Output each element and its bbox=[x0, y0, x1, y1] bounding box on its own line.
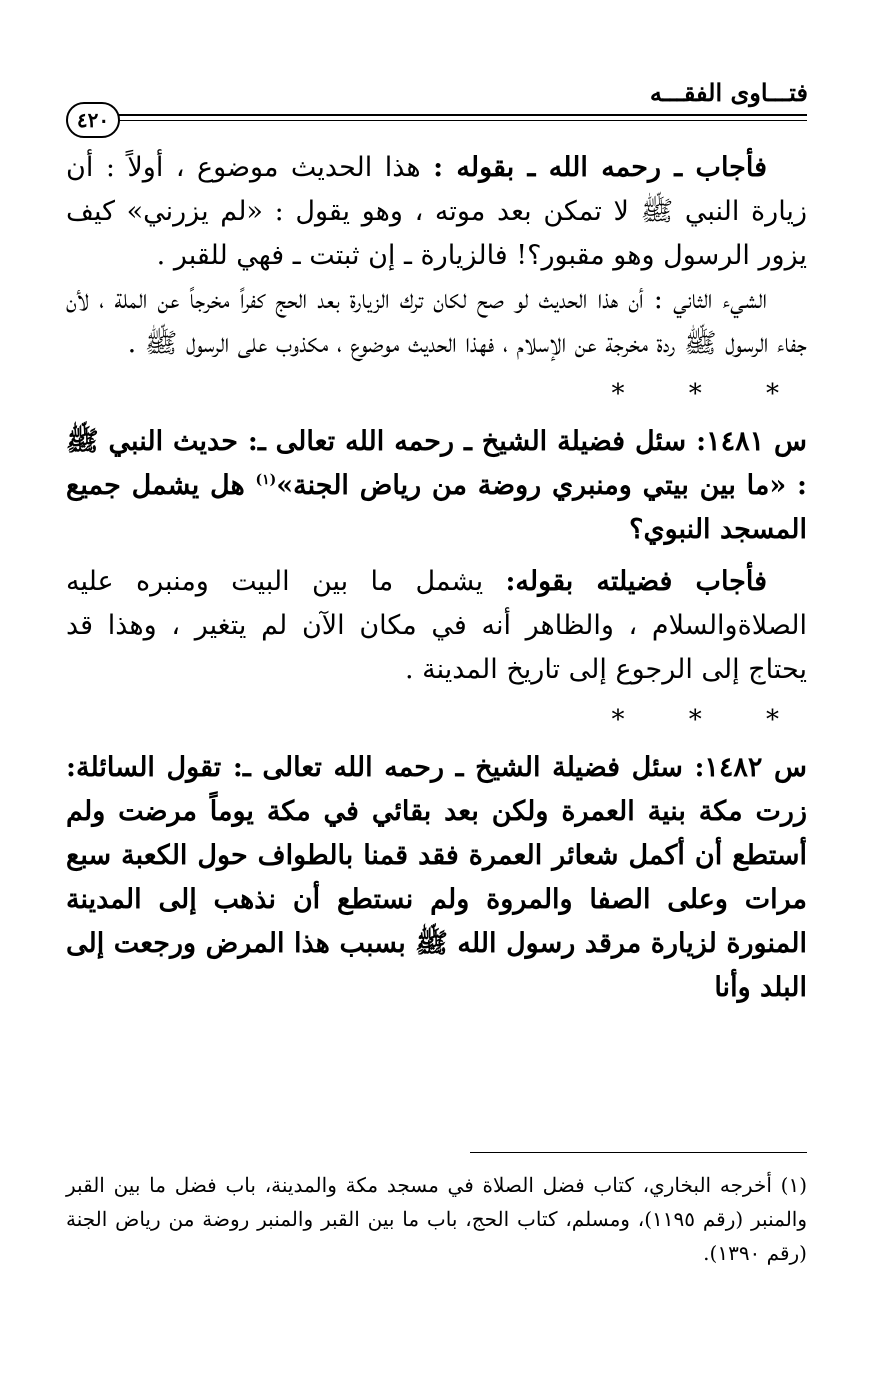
answer-second-point: الشيء الثاني : أن هذا الحديث لو صح لكان ترك الزيارة بعد الحج كفراً مخرجاً عن الملة ، لأن جفاء الرسول ﷺ ردة مخرجة عن الإسلام ، فهذا الحديث موضوع ، مكذوب على الرسول ﷺ . bbox=[66, 284, 807, 359]
page-number: ٤٢٠ bbox=[66, 102, 120, 138]
question-1482: س ١٤٨٢: سئل فضيلة الشيخ ـ رحمه الله تعالى ـ: تقول السائلة: زرت مكة بنية العمرة ولكن بعد بقائي في مكة يوماً مرضت ولم أستطع أن أكمل شعائر العمرة فقد قمنا بالطواف حول الكعبة سبع مرات وعلى الصفا والمروة ولم نستطع أن نذهب إلى المدينة المنورة لزيارة مرقد رسول الله ﷺ بسبب هذا المرض ورجعت إلى البلد وأنا bbox=[66, 752, 808, 1003]
answer-lead: فأجاب فضيلته بقوله: bbox=[505, 566, 767, 597]
question-1481-text: س ١٤٨١: سئل فضيلة الشيخ ـ رحمه الله تعالى ـ: حديث النبي ﷺ : «ما بين بيتي ومنبري روضة من رياض الجنة» bbox=[66, 426, 807, 501]
answer-1481 bbox=[66, 560, 807, 692]
answer-paragraph bbox=[66, 146, 807, 278]
header-rule bbox=[118, 114, 807, 116]
question-1481-tail: هل يشمل جميع المسجد النبوي؟ bbox=[66, 470, 807, 545]
footnote-rule bbox=[470, 1152, 807, 1153]
running-title: فتـــاوى الفقـــه bbox=[649, 78, 808, 107]
answer-lead: فأجاب ـ رحمه الله ـ بقوله : bbox=[433, 152, 767, 183]
page-body bbox=[66, 146, 807, 1010]
section-separator: * * * bbox=[611, 705, 807, 735]
question-1481 bbox=[66, 420, 807, 552]
header-rule-thin bbox=[118, 120, 807, 121]
answer-text: يشمل ما بين البيت ومنبره عليه الصلاةوالسلام ، والظاهر أنه في مكان الآن لم يتغير ، وهذا قد يحتاج إلى الرجوع إلى تاريخ المدينة . bbox=[66, 566, 807, 685]
footnote-reference: (١) bbox=[255, 472, 277, 488]
answer-text: هذا الحديث موضوع ، أولاً : أن زيارة النبي ﷺ لا تمكن بعد موته ، وهو يقول : «لم يزرني» كيف يزور الرسول وهو مقبور؟! فالزيارة ـ إن ثبتت ـ فهي للقبر . bbox=[66, 152, 807, 271]
spacer bbox=[66, 552, 807, 560]
footnote-1: (١) أخرجه البخاري، كتاب فضل الصلاة في مسجد مكة والمدينة، باب فضل ما بين القبر والمنبر (رقم ١١٩٥)، ومسلم، كتاب الحج، باب ما بين القبر والمنبر روضة من رياض الجنة (رقم ١٣٩٠). bbox=[66, 1173, 808, 1265]
section-separator: * * * bbox=[611, 379, 807, 409]
